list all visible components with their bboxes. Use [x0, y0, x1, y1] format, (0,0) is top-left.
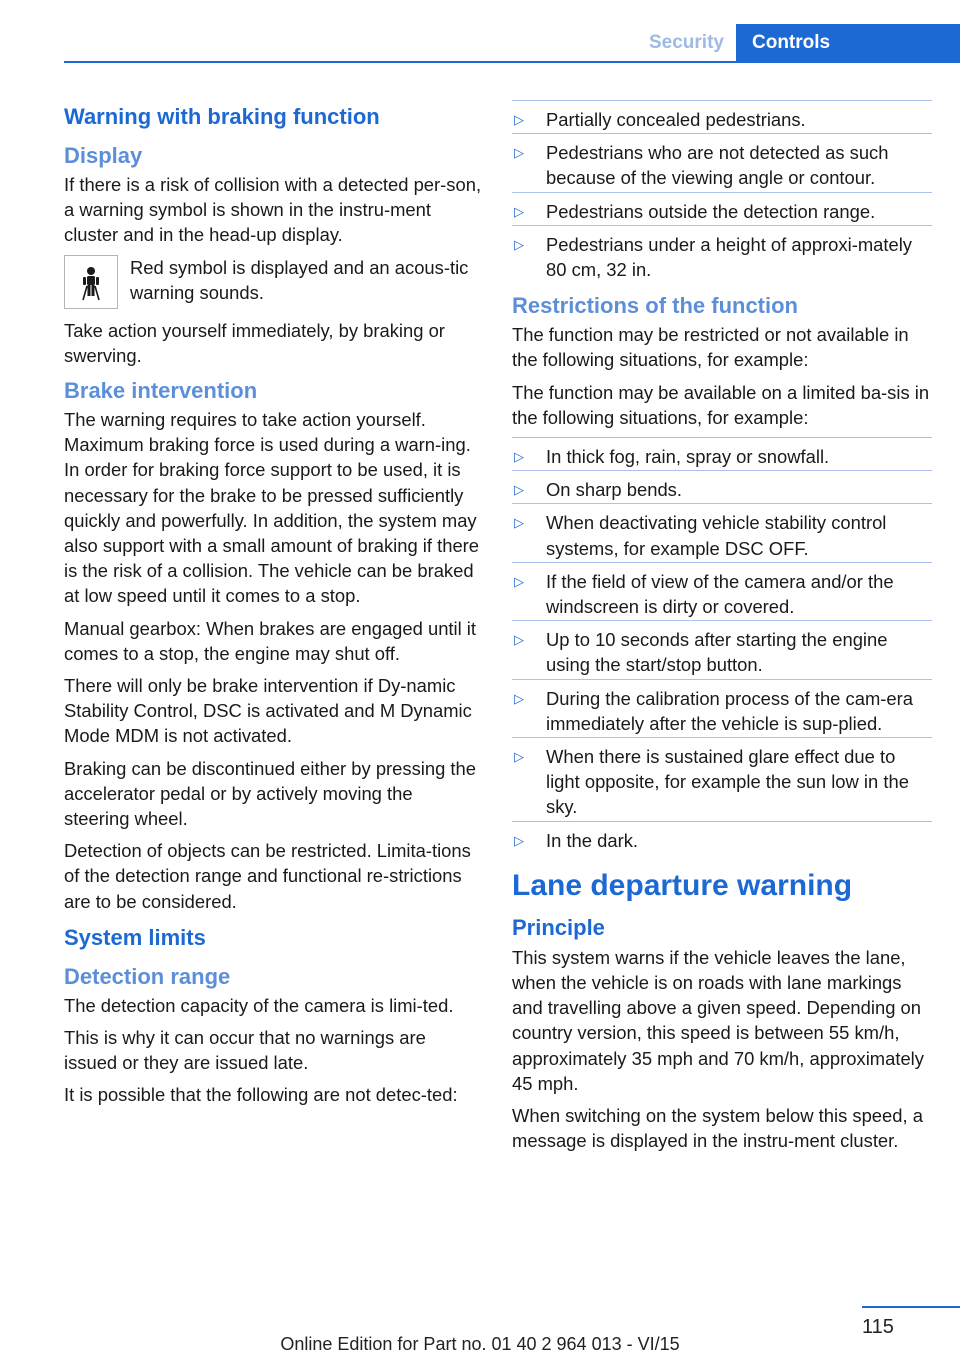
list-not-detected [512, 100, 932, 283]
heading-warning-braking: Warning with braking function [64, 104, 380, 129]
list-item [512, 100, 932, 133]
pedestrian-warning-icon [64, 255, 118, 309]
warning-symbol-row [64, 255, 482, 309]
list-item [512, 470, 932, 503]
paragraph-brake-5: Detection of objects can be restricted. Limita-tions of the detection range and functional re-strictions are to be considered. [64, 840, 471, 912]
list-item [512, 503, 932, 561]
page-number: 115 [862, 1316, 894, 1338]
triangle-bullet-icon: ▷ [514, 749, 524, 765]
list-item [512, 225, 932, 283]
list-item-text: In thick fog, rain, spray or snowfall. [546, 446, 830, 468]
heading-principle: Principle [512, 914, 605, 940]
warning-symbol-text: Red symbol is displayed and an acous-tic warning sounds. [130, 256, 469, 303]
triangle-bullet-icon: ▷ [514, 515, 524, 531]
triangle-bullet-icon: ▷ [514, 112, 524, 127]
paragraph-brake-3: There will only be brake intervention if Dy-namic Stability Control, DSC is activated and M Dynamic Mode MDM is not activated. [64, 675, 472, 747]
header-rule [64, 61, 960, 63]
list-item-text: When deactivating vehicle stability control systems, for example DSC OFF. [546, 512, 887, 559]
list-item [512, 737, 932, 821]
list-item [512, 679, 932, 737]
list-item [512, 437, 932, 470]
paragraph-brake-2: Manual gearbox: When brakes are engaged until it comes to a stop, the engine may shut off. [64, 617, 477, 664]
list-item [512, 562, 932, 620]
paragraph-principle-2: When switching on the system below this speed, a message is displayed in the instru-ment cluster. [512, 1105, 923, 1152]
triangle-bullet-icon: ▷ [514, 632, 524, 648]
list-item-text: Pedestrians who are not detected as such because of the viewing angle or contour. [546, 142, 889, 189]
heading-restrictions: Restrictions of the function [512, 293, 798, 319]
list-item-text: Up to 10 seconds after starting the engine using the start/stop button. [546, 629, 888, 676]
list-item-text: If the field of view of the camera and/or the windscreen is dirty or covered. [546, 570, 894, 618]
triangle-bullet-icon: ▷ [514, 482, 524, 498]
heading-brake-intervention: Brake intervention [64, 378, 258, 404]
paragraph-principle-1: This system warns if the vehicle leaves the lane, when the vehicle is on roads with lane markings and travelling above a given speed. Depending on country version, this speed is between 55 km/h, approximately 35 mph and 70 km/h, approximately 45 mph. [512, 946, 924, 1094]
paragraph-take-action: Take action yourself immediately, by braking or swerving. [64, 319, 445, 366]
triangle-bullet-icon: ▷ [514, 203, 524, 219]
list-item [512, 821, 932, 854]
list-item-text: Partially concealed pedestrians. [546, 109, 806, 130]
footer-rule [862, 1306, 960, 1308]
right-column [512, 100, 932, 1161]
list-item [512, 620, 932, 678]
paragraph-display: If there is a risk of collision with a detected per-son, a warning symbol is shown in the instru-ment cluster and in the head-up display. [64, 174, 482, 246]
edition-line: Online Edition for Part no. 01 40 2 964 013 - VI/15 [280, 1334, 680, 1354]
triangle-bullet-icon: ▷ [514, 573, 524, 589]
list-item-text: When there is sustained glare effect due to light opposite, for example the sun low in the sky. [546, 746, 909, 818]
heading-system-limits: System limits [64, 924, 206, 950]
paragraph-brake-4: Braking can be discontinued either by pressing the accelerator pedal or by actively moving the steering wheel. [64, 757, 477, 830]
list-item [512, 133, 932, 191]
left-column [64, 100, 482, 1115]
list-item-text: In the dark. [546, 829, 639, 851]
paragraph-detection-1: The detection capacity of the camera is limi-ted. [64, 994, 454, 1016]
paragraph-restrictions-1: The function may be restricted or not available in the following situations, for example: [512, 324, 909, 371]
list-item-text: During the calibration process of the cam-era immediately after the vehicle is sup-plied. [546, 687, 913, 734]
paragraph-restrictions-2: The function may be available on a limited ba-sis in the following situations, for example: [512, 381, 930, 428]
list-situations [512, 437, 932, 854]
triangle-bullet-icon: ▷ [514, 145, 524, 161]
tab-controls[interactable]: Controls [736, 24, 960, 62]
list-item-text: Pedestrians outside the detection range. [546, 200, 876, 222]
heading-display: Display [64, 143, 143, 168]
tab-security[interactable]: Security [637, 24, 736, 62]
heading-detection-range: Detection range [64, 963, 231, 989]
triangle-bullet-icon: ▷ [514, 236, 524, 252]
paragraph-detection-2: This is why it can occur that no warnings are issued or they are issued late. [64, 1027, 426, 1074]
triangle-bullet-icon: ▷ [514, 449, 524, 465]
list-item [512, 192, 932, 225]
paragraph-brake-1: The warning requires to take action yourself. Maximum braking force is used during a warn-ing. In order for braking force support to be used, it is necessary for the brake to be pressed sufficiently quickly and powerfully. In addition, the system may also support with a small amount of braking if there is the risk of a collision. The vehicle can be braked at low speed until it comes to a stop. [64, 409, 480, 607]
triangle-bullet-icon: ▷ [514, 832, 524, 848]
heading-lane-departure: Lane departure warning [512, 868, 853, 902]
header-tabs [637, 24, 960, 62]
triangle-bullet-icon: ▷ [514, 690, 524, 706]
list-item-text: Pedestrians under a height of approxi-mately 80 cm, 32 in. [546, 233, 912, 281]
paragraph-detection-3: It is possible that the following are not detec-ted: [64, 1084, 458, 1106]
list-item-text: On sharp bends. [546, 479, 682, 501]
